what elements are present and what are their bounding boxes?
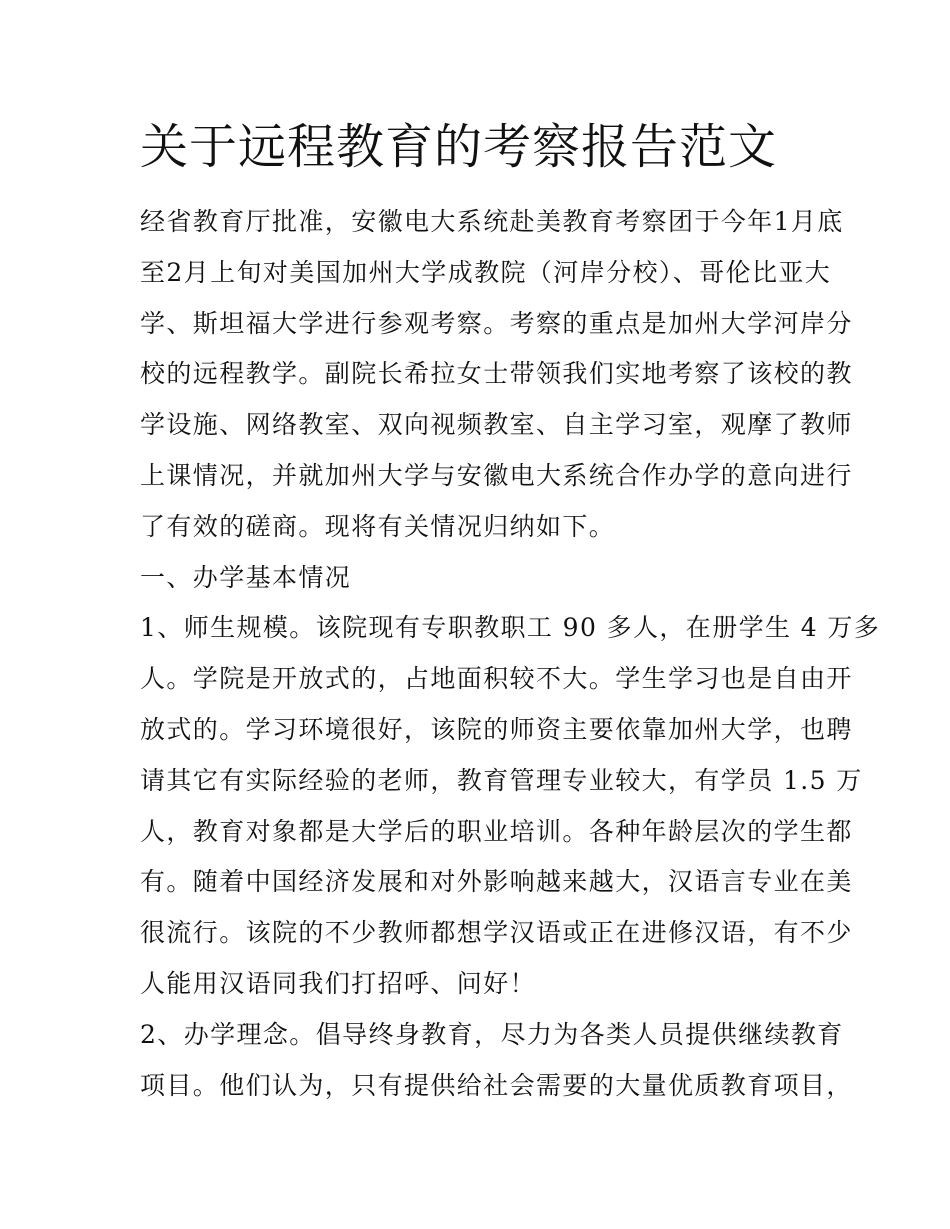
paragraph-line: 有。随着中国经济发展和对外影响越来越大，汉语言专业在美 (140, 867, 853, 897)
paragraph-line: 经省教育厅批准，安徽电大系统赴美教育考察团于今年1月底 (140, 207, 844, 236)
paragraph-line: 1、师生规模。该院现有专职教职工 90 多人，在册学生 4 万多 (140, 613, 881, 643)
document-title: 关于远程教育的考察报告范文 (140, 119, 778, 175)
paragraph-line: 上课情况，并就加州大学与安徽电大系统合作办学的意向进行 (140, 460, 853, 490)
paragraph-line: 人能用汉语同我们打招呼、问好！ (140, 968, 537, 998)
paragraph-line: 人，教育对象都是大学后的职业培训。各种年龄层次的学生都 (140, 816, 853, 846)
paragraph-line: 很流行。该院的不少教师都想学汉语或正在进修汉语，有不少 (140, 918, 853, 948)
paragraph-line: 校的远程教学。副院长希拉女士带领我们实地考察了该校的教 (140, 359, 853, 389)
paragraph-line: 学、斯坦福大学进行参观考察。考察的重点是加州大学河岸分 (140, 308, 853, 338)
paragraph-line: 2、办学理念。倡导终身教育，尽力为各类人员提供继续教育 (140, 1019, 844, 1049)
paragraph-line: 人。学院是开放式的，占地面积较不大。学生学习也是自由开 (140, 664, 853, 694)
section-heading: 一、办学基本情况 (140, 562, 352, 592)
paragraph-line: 放式的。学习环境很好，该院的师资主要依靠加州大学，也聘 (140, 714, 853, 744)
document-body (140, 197, 881, 1111)
paragraph-line: 至2月上旬对美国加州大学成教院（河岸分校）、哥伦比亚大 (140, 257, 832, 287)
paragraph-line: 学设施、网络教室、双向视频教室、自主学习室，观摩了教师 (140, 410, 853, 440)
paragraph-line: 了有效的磋商。现将有关情况归纳如下。 (140, 511, 616, 541)
paragraph-line: 项目。他们认为，只有提供给社会需要的大量优质教育项目， (140, 1070, 853, 1100)
paragraph-line: 请其它有实际经验的老师，教育管理专业较大，有学员 1.5 万 (140, 765, 863, 795)
